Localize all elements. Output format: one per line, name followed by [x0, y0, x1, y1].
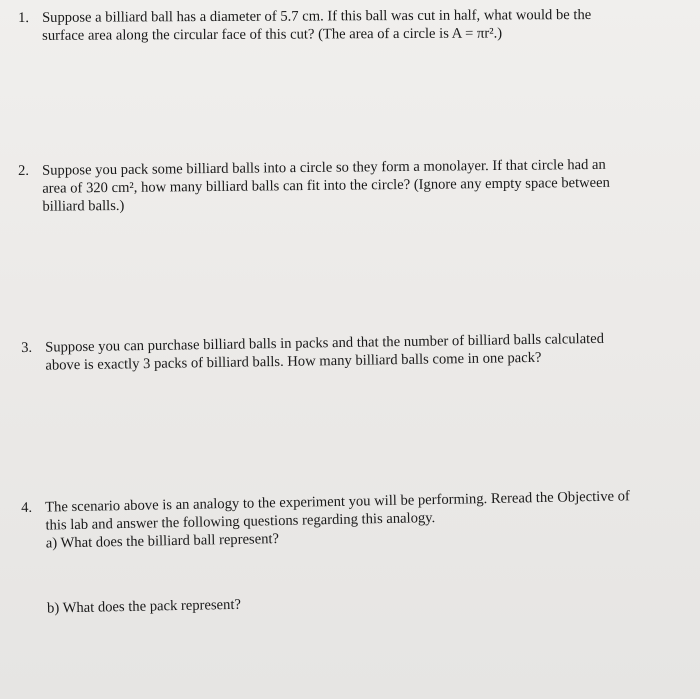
question-number: 3. — [21, 339, 33, 356]
question-text — [45, 329, 661, 375]
question-line: Suppose a billiard ball has a diameter of 5.7 cm. If this ball was cut in half, what would be the — [42, 6, 592, 26]
question-line: area of 320 cm², how many billiard balls can fit into the circle? (Ignore any empty space between — [42, 174, 610, 197]
question-number: 2. — [18, 162, 30, 179]
subquestion-a: a) What does the billiard ball represent? — [45, 531, 280, 552]
question-line: Suppose you can purchase billiard balls in packs and that the number of billiard balls calculated — [45, 330, 605, 356]
question-text — [42, 155, 659, 215]
question-4 — [21, 487, 663, 618]
question-number: 4. — [21, 499, 33, 516]
question-line: above is exactly 3 packs of billiard balls. How many billiard balls come in one pack? — [45, 349, 542, 374]
question-3 — [21, 329, 661, 375]
question-number: 1. — [18, 9, 30, 26]
question-line: billiard balls.) — [42, 197, 125, 215]
question-text — [42, 6, 658, 45]
question-line: The scenario above is an analogy to the experiment you will be performing. Reread the Objective of — [45, 488, 630, 516]
question-line: this lab and answer the following questions regarding this analogy. — [45, 510, 436, 534]
question-1 — [18, 6, 658, 45]
question-line: Suppose you pack some billiard balls into a circle so they form a monolayer. If that circle had an — [42, 156, 606, 179]
question-text — [45, 487, 663, 618]
question-2 — [18, 155, 659, 216]
question-line: surface area along the circular face of this cut? (The area of a circle is A = πr².) — [42, 25, 503, 44]
subquestion-b: b) What does the pack represent? — [46, 596, 242, 617]
